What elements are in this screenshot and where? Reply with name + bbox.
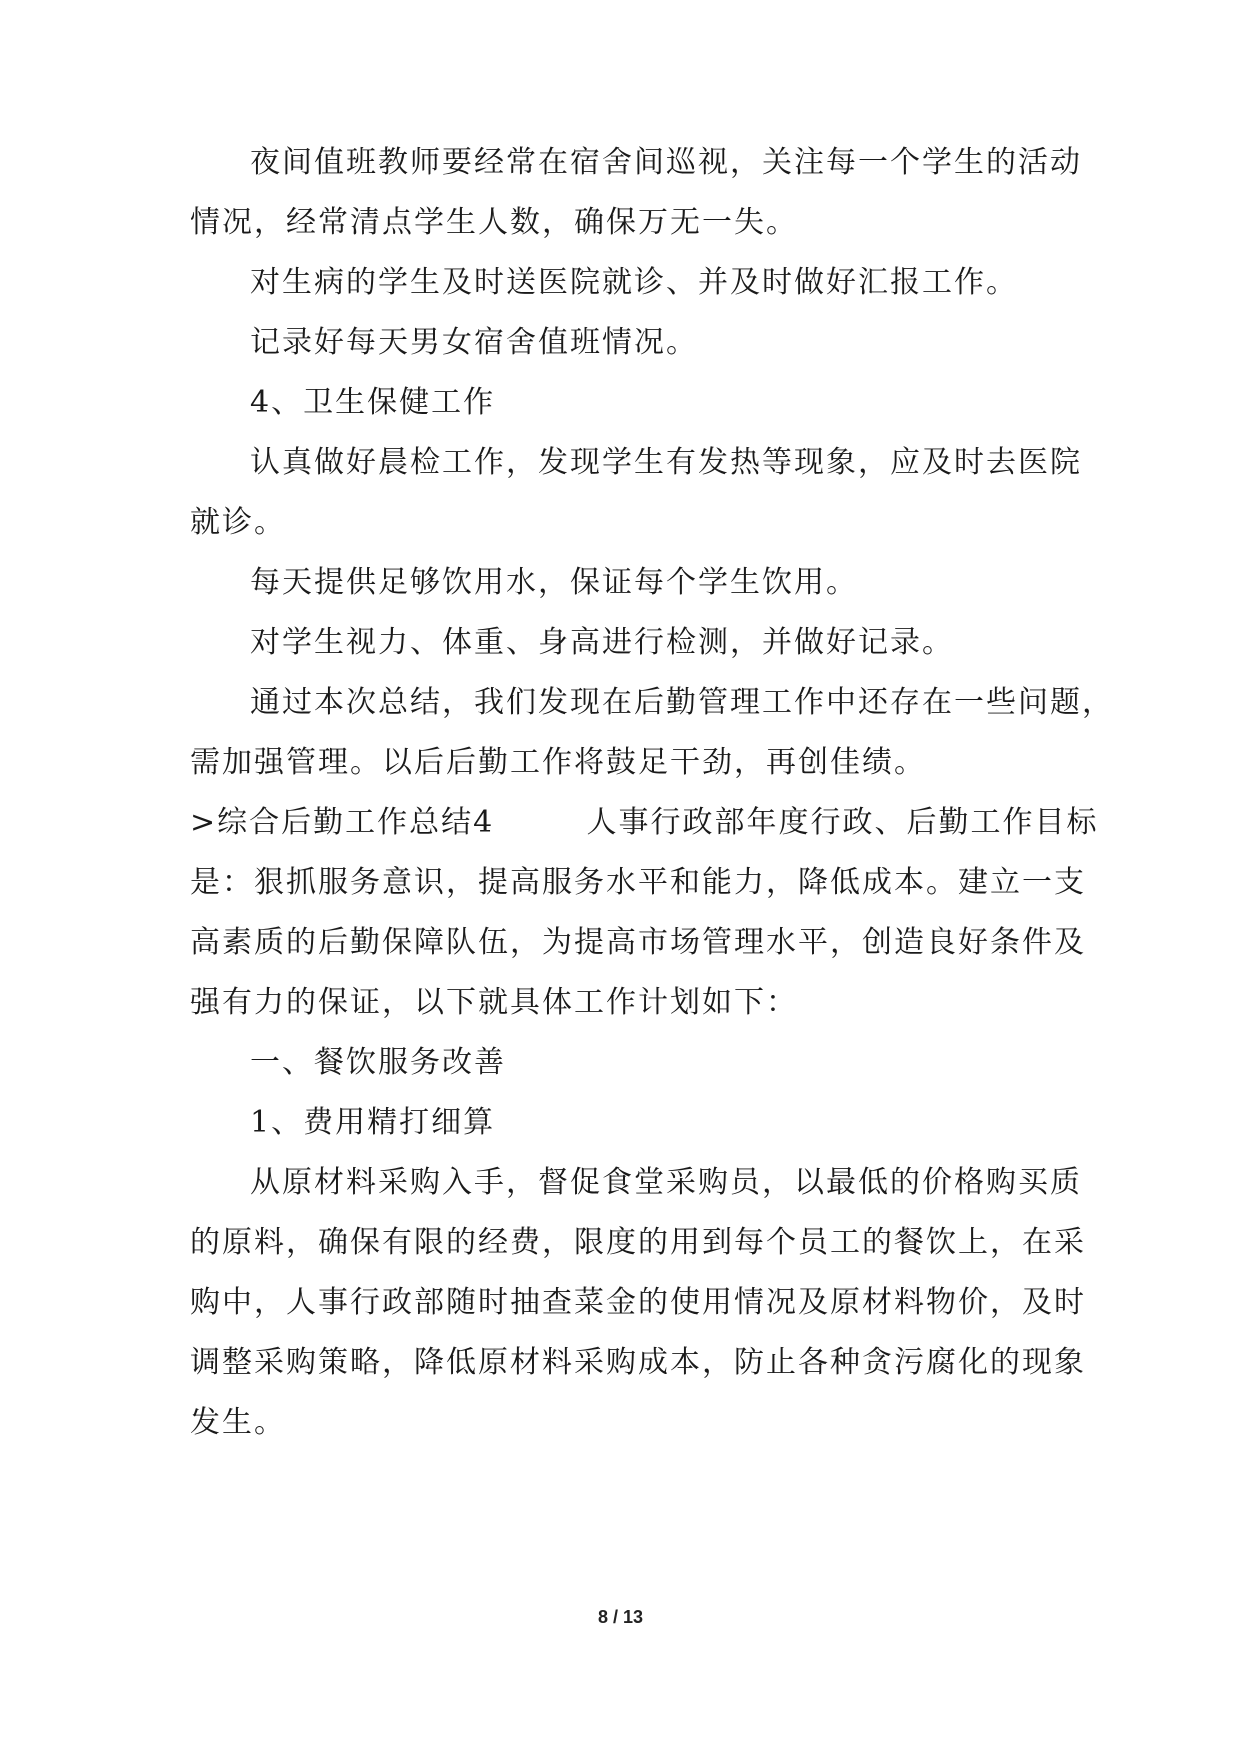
text-line: 夜间值班教师要经常在宿舍间巡视，关注每一个学生的活动 (250, 145, 1082, 180)
text-line: 需加强管理。以后后勤工作将鼓足干劲，再创佳绩。 (190, 745, 926, 780)
text-line: 的原料，确保有限的经费，限度的用到每个员工的餐饮上，在采 (190, 1225, 1086, 1260)
text-line: 对生病的学生及时送医院就诊、并及时做好汇报工作。 (250, 265, 1018, 300)
text-line: 认真做好晨检工作，发现学生有发热等现象，应及时去医院 (250, 445, 1082, 480)
page-number: 8 / 13 (597, 1607, 644, 1627)
section-heading: 4、卫生保健工作 (250, 385, 496, 420)
text-line: 情况，经常清点学生人数，确保万无一失。 (190, 205, 798, 240)
subsection-heading: 1、费用精打细算 (250, 1105, 496, 1140)
text-line: 高素质的后勤保障队伍，为提高市场管理水平，创造良好条件及 (190, 925, 1086, 960)
text-line: 发生。 (190, 1405, 286, 1440)
text-line: 从原材料采购入手，督促食堂采购员，以最低的价格购买质 (250, 1165, 1082, 1200)
text-line: 通过本次总结，我们发现在后勤管理工作中还存在一些问题， (250, 685, 1114, 720)
text-line: 购中，人事行政部随时抽查菜金的使用情况及原材料物价，及时 (190, 1285, 1086, 1320)
text-line: 强有力的保证，以下就具体工作计划如下： (190, 985, 798, 1020)
text-line: 对学生视力、体重、身高进行检测，并做好记录。 (250, 625, 954, 660)
text-line: 记录好每天男女宿舍值班情况。 (250, 325, 698, 360)
text-line: 是：狠抓服务意识，提高服务水平和能力，降低成本。建立一支 (190, 865, 1086, 900)
text-line: 调整采购策略，降低原材料采购成本，防止各种贪污腐化的现象 (190, 1345, 1086, 1380)
section-title-line: >综合后勤工作总结4 人事行政部年度行政、后勤工作目标 (190, 805, 1099, 840)
section-heading: 一、餐饮服务改善 (250, 1045, 506, 1080)
text-line: 就诊。 (190, 505, 286, 540)
text-line: 每天提供足够饮用水，保证每个学生饮用。 (250, 565, 858, 600)
